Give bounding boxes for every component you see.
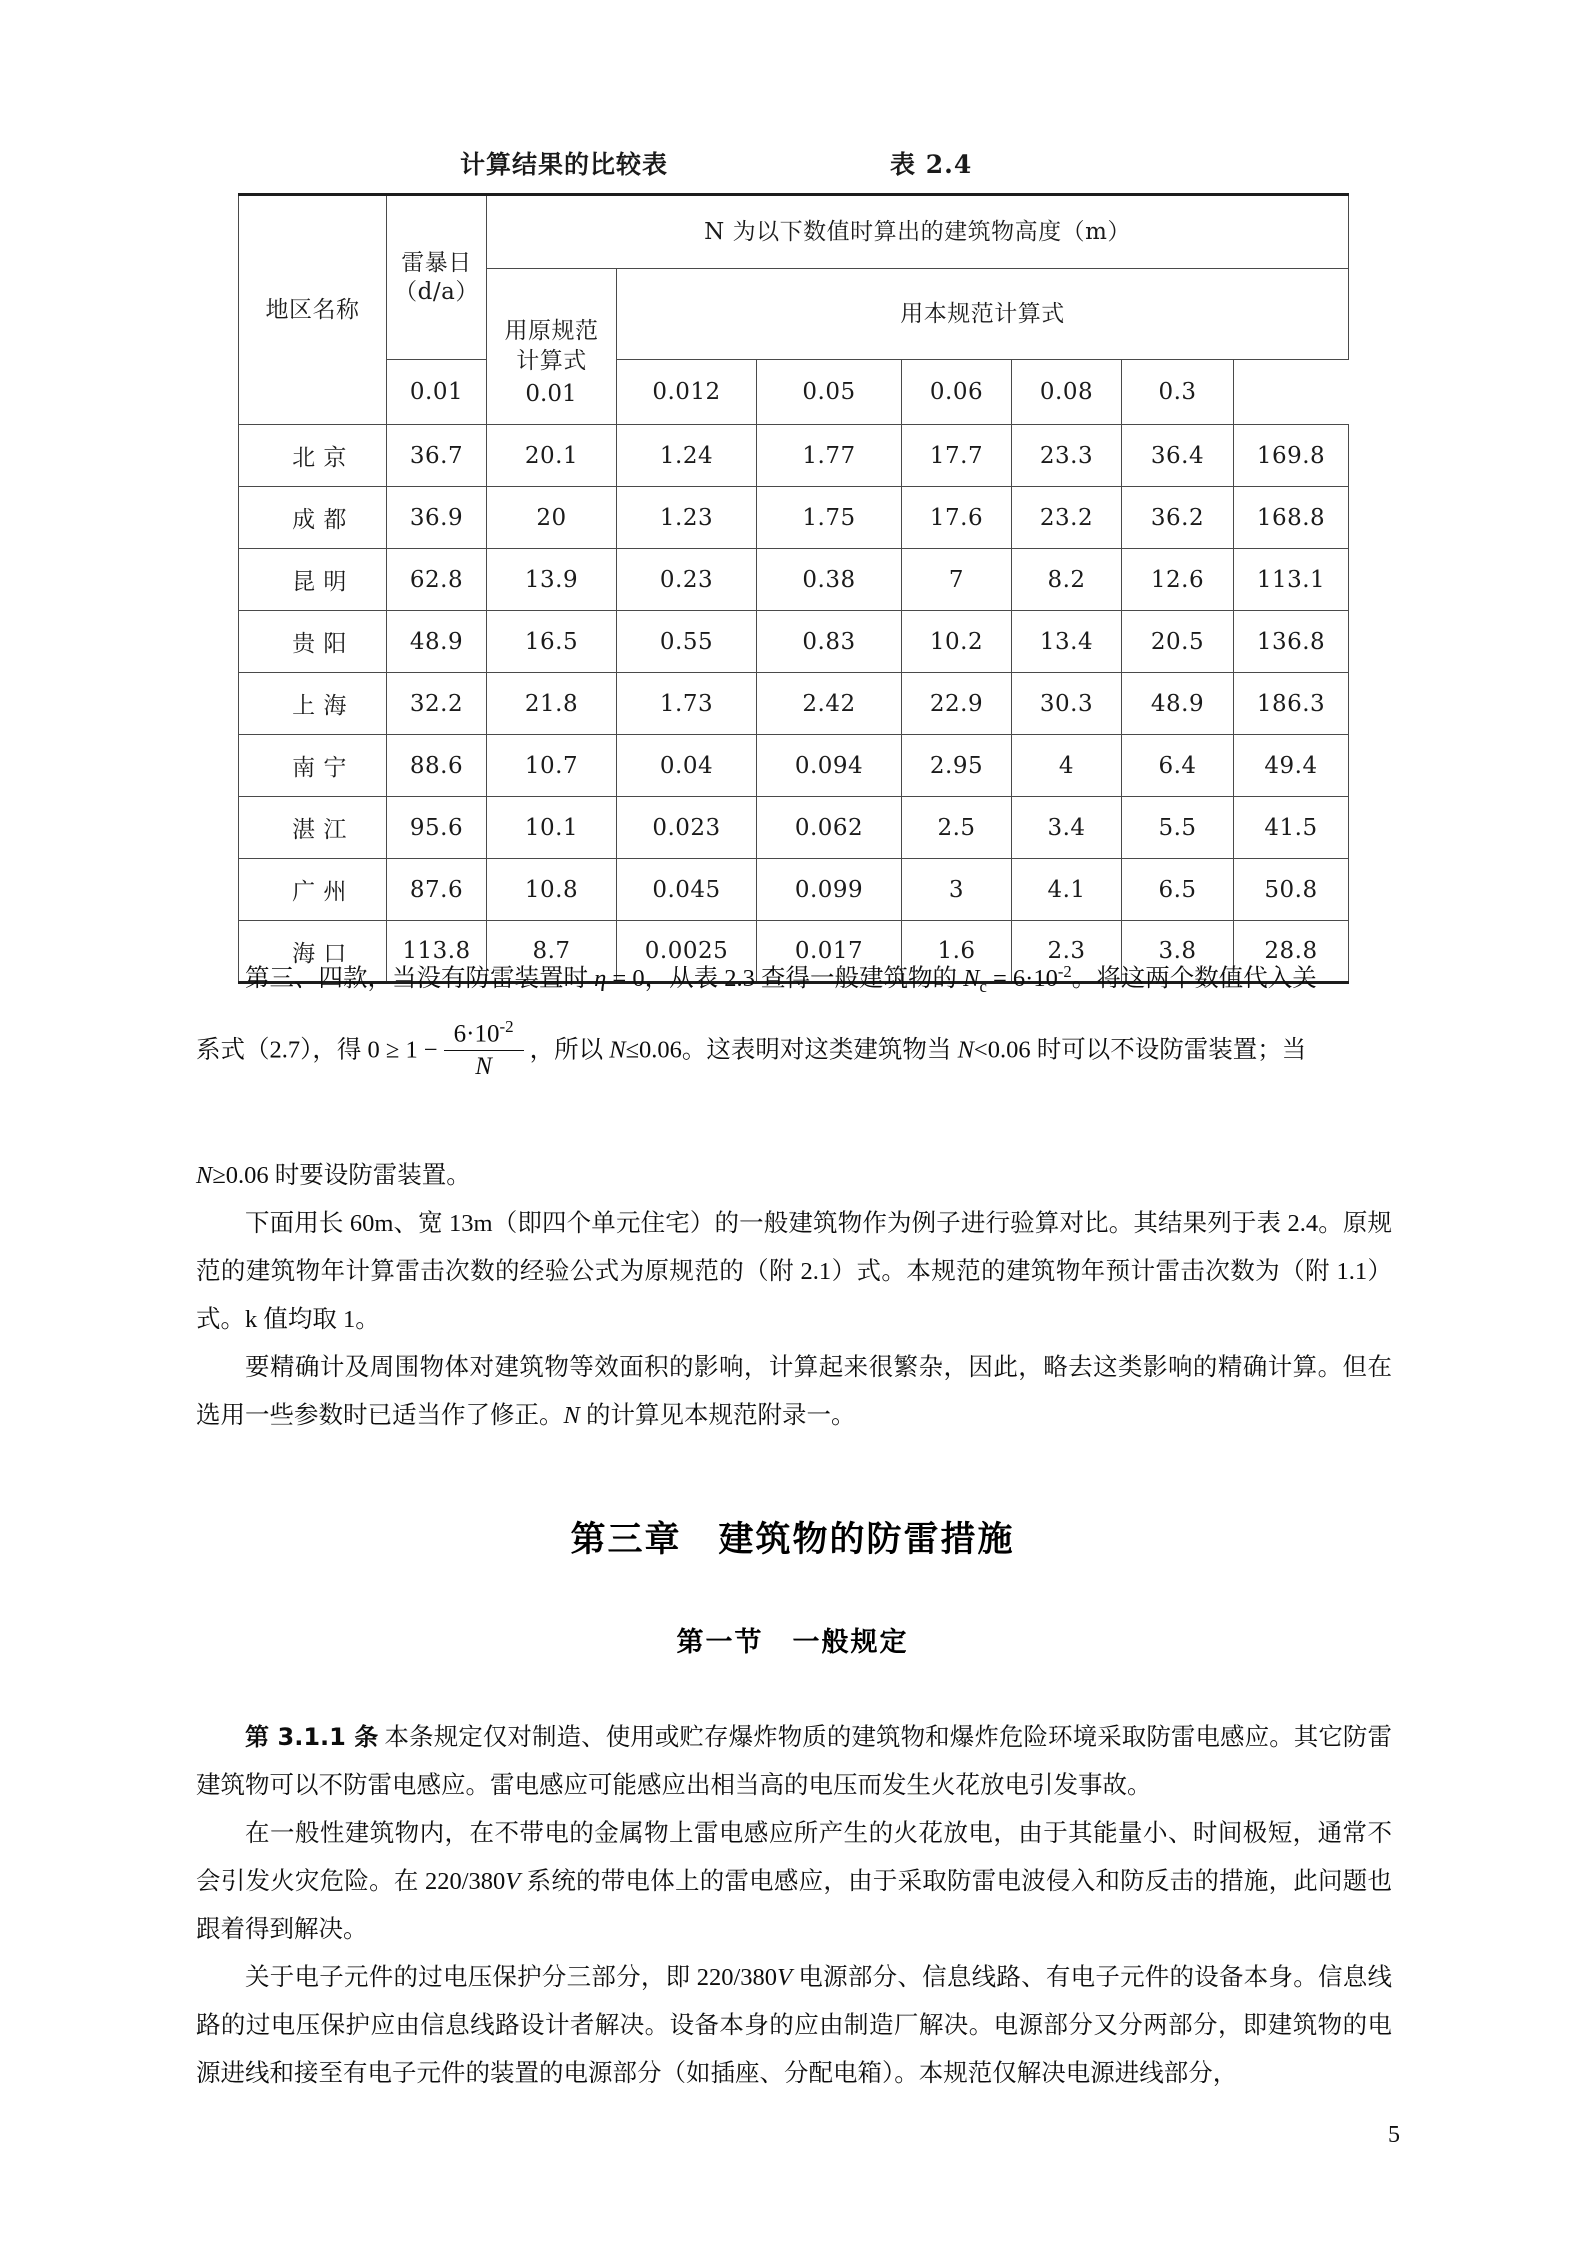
table-block [238, 145, 1348, 984]
cell-value: 28.8 [1234, 921, 1349, 983]
cell-value: 1.23 [617, 487, 757, 549]
cell-value: 49.4 [1234, 735, 1349, 797]
para5-text-a: 要精确计及周围物体对建筑物等效面积的影响，计算起来很繁杂，因此，略去这类影响的精确计算。但在选用一些参数时已适当作了修正。 [196, 1354, 1392, 1429]
para1-eta: η [594, 965, 607, 992]
table-row [239, 549, 1349, 611]
cell-region: 昆 明 [239, 549, 387, 611]
table-header-row-3 [239, 360, 1349, 425]
cell-value: 186.3 [1234, 673, 1349, 735]
para3-text: ≥0.06 时要设防雷装置。 [212, 1162, 471, 1189]
cell-thunder-days: 62.8 [387, 549, 487, 611]
para3-n: N [196, 1162, 213, 1189]
cell-region: 贵 阳 [239, 611, 387, 673]
cell-value: 48.9 [1122, 673, 1234, 735]
cell-value: 17.7 [902, 425, 1012, 487]
cell-value: 136.8 [1234, 611, 1349, 673]
clause-para2-text-b: 系统的带电体上的雷电感应，由于采取防雷电波侵入和防反击的措施，此问题也跟着得到解决。 [196, 1867, 1392, 1943]
cell-value: 10.2 [902, 611, 1012, 673]
cell-value: 1.77 [757, 425, 902, 487]
comparison-table [238, 193, 1349, 984]
cell-value: 1.24 [617, 425, 757, 487]
header-n-value-old-formula: 0.01 [525, 381, 577, 407]
paragraph-4: 下面用长 60m、宽 13m（即四个单元住宅）的一般建筑物作为例子进行验算对比。其结果列于表 2.4。原规范的建筑物年计算雷击次数的经验公式为原规范的（附 2.1）式。本规范的建筑物年预计雷击次数为（附 1.1）式。k 值均取 1。 [196, 1210, 1392, 1333]
clause-para3-voltage-unit: V [777, 1964, 793, 1991]
header-thunder-days-line2: （d/a） [394, 278, 479, 305]
header-old-formula-line2: 计算式 [516, 347, 587, 374]
cell-value: 1.73 [617, 673, 757, 735]
para5-n: N [563, 1401, 580, 1429]
cell-value: 0.0025 [617, 921, 757, 983]
header-n-value: 0.05 [757, 360, 902, 425]
para2-text-c: ≤0.06。这表明对这类建筑物当 [625, 1036, 958, 1064]
table-row [239, 859, 1349, 921]
paragraph-3 [196, 1152, 1392, 1200]
cell-value: 0.094 [757, 735, 902, 797]
header-n-value: 0.06 [902, 360, 1012, 425]
clause-paragraph-1 [196, 1714, 1392, 1810]
cell-value: 20.5 [1122, 611, 1234, 673]
header-new-formula: 用本规范计算式 [617, 269, 1349, 360]
header-region: 地区名称 [239, 195, 387, 425]
cell-value: 16.5 [487, 611, 617, 673]
cell-value: 0.023 [617, 797, 757, 859]
clause-para3-text-b: 电源部分、信息线路、有电子元件的设备本身。信息线路的过电压保护应由信息线路设计者解决。设备本身的应由制造厂解决。电源部分又分两部分，即建筑物的电源进线和接至有电子元件的装置的电源部分（如插座、分配电箱）。本规范仅解决电源进线部分， [196, 1964, 1392, 2087]
cell-value: 8.7 [487, 921, 617, 983]
header-n-value: 0.3 [1122, 360, 1234, 425]
cell-value: 21.8 [487, 673, 617, 735]
header-n-value: 0.01 [387, 360, 487, 425]
para1-nc-sub: c [979, 976, 987, 996]
clause-paragraph-2 [196, 1810, 1392, 1953]
section-heading: 第一节 一般规定 [676, 1627, 909, 1658]
cell-value: 0.55 [617, 611, 757, 673]
cell-value: 20 [487, 487, 617, 549]
fraction-numerator-base: 6·10 [453, 1020, 500, 1048]
cell-thunder-days: 48.9 [387, 611, 487, 673]
cell-region: 海 口 [239, 921, 387, 983]
paragraph-1 [196, 955, 1392, 1003]
cell-value: 23.3 [1012, 425, 1122, 487]
cell-value: 0.017 [757, 921, 902, 983]
fraction-numerator-exponent: -2 [499, 1017, 514, 1036]
table-row [239, 611, 1349, 673]
chapter-heading: 第三章 建筑物的防雷措施 [570, 1520, 1015, 1560]
para5-text-b: 的计算见本规范附录一。 [579, 1401, 856, 1429]
table-caption-title: 计算结果的比较表 [460, 150, 669, 179]
cell-region: 成 都 [239, 487, 387, 549]
header-thunder-days [387, 195, 487, 360]
para1-nc: N [963, 965, 980, 992]
cell-thunder-days: 36.7 [387, 425, 487, 487]
cell-thunder-days: 87.6 [387, 859, 487, 921]
cell-value: 4.1 [1012, 859, 1122, 921]
cell-thunder-days: 88.6 [387, 735, 487, 797]
paragraph-2 [196, 1017, 1392, 1084]
cell-region: 北 京 [239, 425, 387, 487]
para1-text-b: = 0，从表 2.3 查得一般建筑物的 [606, 965, 964, 992]
cell-thunder-days: 95.6 [387, 797, 487, 859]
para1-text-d: 。将这两个数值代入关 [1071, 965, 1317, 992]
cell-value: 0.045 [617, 859, 757, 921]
clause-para2-text-a: 在一般性建筑物内，在不带电的金属物上雷电感应所产生的火花放电，由于其能量小、时间极短，通常不会引发火灾危险。在 220/380 [196, 1820, 1392, 1895]
cell-value: 1.75 [757, 487, 902, 549]
cell-region: 广 州 [239, 859, 387, 921]
cell-region: 南 宁 [239, 735, 387, 797]
cell-value: 3 [902, 859, 1012, 921]
cell-value: 30.3 [1012, 673, 1122, 735]
cell-value: 22.9 [902, 673, 1012, 735]
cell-value: 13.9 [487, 549, 617, 611]
cell-value: 12.6 [1122, 549, 1234, 611]
clause-para3-text-a: 关于电子元件的过电压保护分三部分，即 220/380 [245, 1964, 778, 1991]
table-caption [238, 145, 1348, 181]
cell-thunder-days: 113.8 [387, 921, 487, 983]
cell-value: 3.4 [1012, 797, 1122, 859]
cell-value: 3.8 [1122, 921, 1234, 983]
cell-value: 4 [1012, 735, 1122, 797]
cell-value: 41.5 [1234, 797, 1349, 859]
cell-value: 2.95 [902, 735, 1012, 797]
cell-value: 2.42 [757, 673, 902, 735]
table-caption-number: 表 2.4 [890, 150, 973, 179]
cell-value: 10.1 [487, 797, 617, 859]
cell-value: 36.4 [1122, 425, 1234, 487]
para2-text-d: <0.06 时可以不设防雷装置；当 [973, 1036, 1307, 1064]
clause-paragraph-3 [196, 1954, 1392, 2097]
table-row [239, 487, 1349, 549]
clause-label: 第 3.1.1 条 [245, 1723, 379, 1751]
cell-value: 0.83 [757, 611, 902, 673]
cell-value: 2.5 [902, 797, 1012, 859]
cell-value: 17.6 [902, 487, 1012, 549]
cell-value: 169.8 [1234, 425, 1349, 487]
fraction-denominator: N [475, 1052, 492, 1080]
cell-region: 上 海 [239, 673, 387, 735]
table-row [239, 797, 1349, 859]
cell-value: 20.1 [487, 425, 617, 487]
table-row [239, 673, 1349, 735]
cell-thunder-days: 36.9 [387, 487, 487, 549]
cell-value: 50.8 [1234, 859, 1349, 921]
cell-value: 6.4 [1122, 735, 1234, 797]
cell-value: 36.2 [1122, 487, 1234, 549]
page-number: 5 [1388, 2122, 1400, 2148]
cell-value: 2.3 [1012, 921, 1122, 983]
cell-value: 5.5 [1122, 797, 1234, 859]
para2-n-second: N [957, 1036, 974, 1064]
table-row [239, 735, 1349, 797]
para2-text-b: ，所以 [529, 1036, 610, 1064]
cell-value: 0.04 [617, 735, 757, 797]
para1-exponent: -2 [1057, 961, 1072, 981]
cell-value: 7 [902, 549, 1012, 611]
cell-value: 0.062 [757, 797, 902, 859]
cell-value: 13.4 [1012, 611, 1122, 673]
cell-thunder-days: 32.2 [387, 673, 487, 735]
para1-text-a: 第三、四款，当没有防雷装置时 [245, 965, 595, 992]
table-row [239, 425, 1349, 487]
header-span-height: N 为以下数值时算出的建筑物高度（m） [487, 195, 1349, 269]
fraction-numerator [444, 1018, 524, 1051]
cell-value: 113.1 [1234, 549, 1349, 611]
para2-n-first: N [609, 1036, 626, 1064]
cell-value: 23.2 [1012, 487, 1122, 549]
table-header-row-1 [239, 195, 1349, 269]
cell-value: 0.23 [617, 549, 757, 611]
cell-value: 0.38 [757, 549, 902, 611]
cell-value: 10.8 [487, 859, 617, 921]
header-n-value: 0.012 [617, 360, 757, 425]
para2-text-a: 系式（2.7），得 0 ≥ 1 − [196, 1036, 438, 1064]
cell-value: 1.6 [902, 921, 1012, 983]
cell-value: 6.5 [1122, 859, 1234, 921]
cell-value: 168.8 [1234, 487, 1349, 549]
para1-text-c: = 6·10 [986, 965, 1058, 992]
cell-value: 0.099 [757, 859, 902, 921]
clause-para2-voltage-unit: V [505, 1867, 521, 1895]
cell-value: 10.7 [487, 735, 617, 797]
cell-region: 湛 江 [239, 797, 387, 859]
cell-value: 8.2 [1012, 549, 1122, 611]
paragraph-5 [196, 1344, 1392, 1440]
clause-para1-text: 本条规定仅对制造、使用或贮存爆炸物质的建筑物和爆炸危险环境采取防雷电感应。其它防雷建筑物可以不防雷电感应。雷电感应可能感应出相当高的电压而发生火花放电引发事故。 [196, 1724, 1393, 1799]
fraction [444, 1018, 524, 1082]
header-old-formula-line1: 用原规范 [504, 317, 599, 344]
header-thunder-days-line1: 雷暴日 [401, 249, 472, 276]
header-n-value: 0.08 [1012, 360, 1122, 425]
